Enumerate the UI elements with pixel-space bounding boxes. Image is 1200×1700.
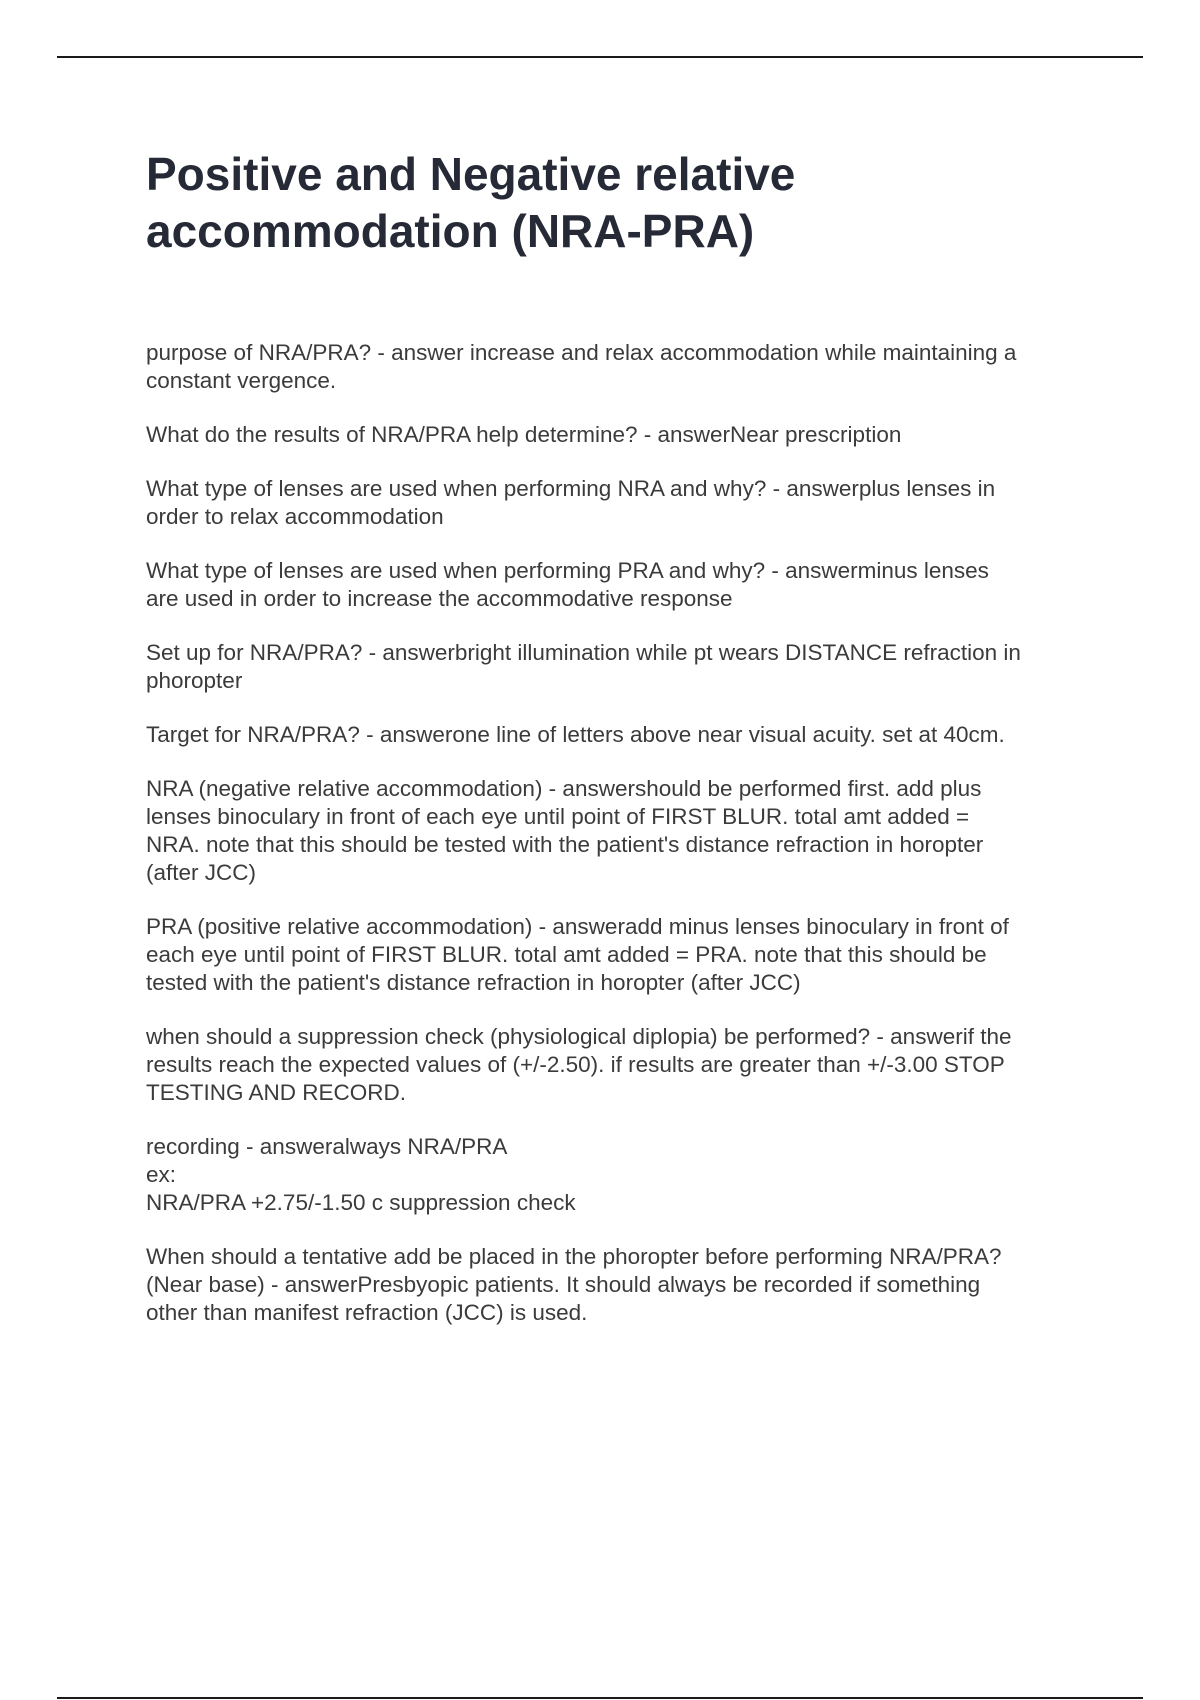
qa-line: other than manifest refraction (JCC) is used.: [146, 1300, 588, 1325]
qa-entry: [146, 775, 1096, 887]
qa-line: are used in order to increase the accommodative response: [146, 586, 733, 611]
qa-list: [146, 339, 1096, 1353]
qa-entry: [146, 1243, 1096, 1327]
qa-line: (after JCC): [146, 860, 257, 885]
bottom-rule: [57, 1697, 1143, 1699]
title-line: Positive and Negative relative: [146, 148, 796, 200]
qa-line: tested with the patient's distance refraction in horopter (after JCC): [146, 970, 801, 995]
qa-line: NRA/PRA +2.75/-1.50 c suppression check: [146, 1190, 576, 1215]
qa-line: ex:: [146, 1162, 177, 1187]
qa-line: order to relax accommodation: [146, 504, 444, 529]
qa-line: constant vergence.: [146, 368, 337, 393]
qa-entry: [146, 639, 1096, 695]
qa-line: Set up for NRA/PRA? - answerbright illumination while pt wears DISTANCE refraction in: [146, 640, 1021, 665]
qa-line: NRA. note that this should be tested with the patient's distance refraction in horopter: [146, 832, 984, 857]
qa-entry: [146, 721, 1096, 749]
qa-line: NRA (negative relative accommodation) - answershould be performed first. add plus: [146, 776, 982, 801]
qa-entry: [146, 421, 1096, 449]
qa-line: Target for NRA/PRA? - answerone line of letters above near visual acuity. set at 40cm.: [146, 722, 1005, 747]
qa-line: (Near base) - answerPresbyopic patients. It should always be recorded if something: [146, 1272, 981, 1297]
qa-entry: [146, 913, 1096, 997]
qa-line: What do the results of NRA/PRA help determine? - answerNear prescription: [146, 422, 902, 447]
title-line: accommodation (NRA-PRA): [146, 205, 755, 257]
qa-line: phoropter: [146, 668, 243, 693]
qa-line: PRA (positive relative accommodation) - answeradd minus lenses binoculary in front of: [146, 914, 1009, 939]
qa-line: recording - answeralways NRA/PRA: [146, 1134, 508, 1159]
page-title: [146, 146, 1096, 260]
qa-line: when should a suppression check (physiological diplopia) be performed? - answerif the: [146, 1024, 1012, 1049]
qa-line: What type of lenses are used when performing PRA and why? - answerminus lenses: [146, 558, 989, 583]
qa-entry: [146, 339, 1096, 395]
qa-entry: [146, 557, 1096, 613]
qa-line: each eye until point of FIRST BLUR. total amt added = PRA. note that this should be: [146, 942, 987, 967]
top-rule: [57, 56, 1143, 58]
qa-line: When should a tentative add be placed in the phoropter before performing NRA/PRA?: [146, 1244, 1002, 1269]
qa-entry: [146, 475, 1096, 531]
qa-entry: [146, 1023, 1096, 1107]
qa-entry: [146, 1133, 1096, 1217]
qa-line: TESTING AND RECORD.: [146, 1080, 407, 1105]
qa-line: results reach the expected values of (+/-2.50). if results are greater than +/-3.00 STOP: [146, 1052, 1005, 1077]
qa-line: What type of lenses are used when performing NRA and why? - answerplus lenses in: [146, 476, 996, 501]
qa-line: lenses binoculary in front of each eye until point of FIRST BLUR. total amt added =: [146, 804, 970, 829]
qa-line: purpose of NRA/PRA? - answer increase and relax accommodation while maintaining a: [146, 340, 1017, 365]
